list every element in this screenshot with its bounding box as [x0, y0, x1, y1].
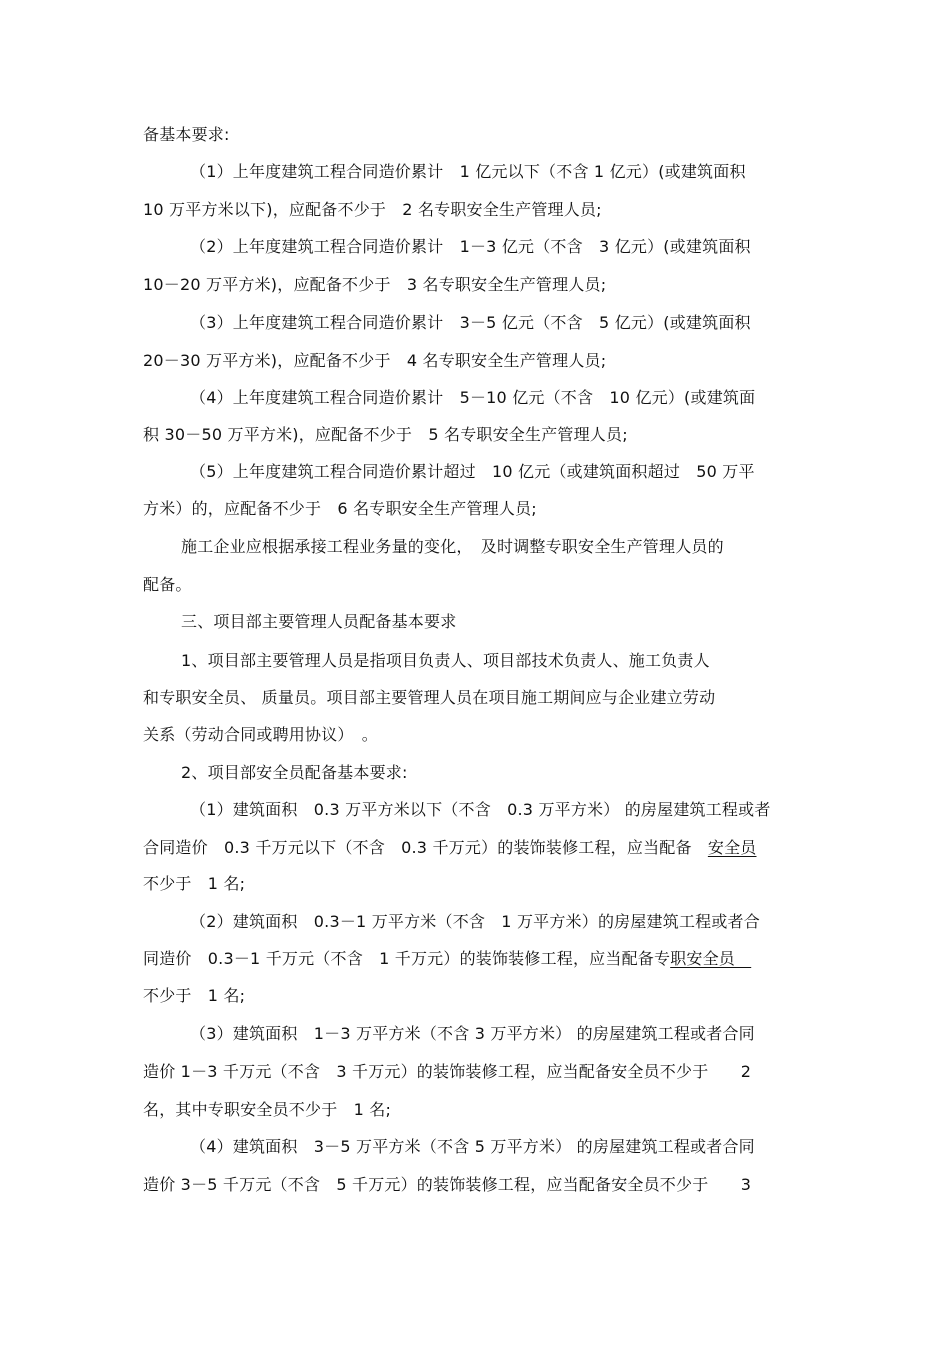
text-line: 不少于 1 名;	[143, 874, 246, 893]
section-heading: 三、项目部主要管理人员配备基本要求	[181, 612, 457, 631]
text-line: 造价 3－5 千万元（不含 5 千万元）的装饰装修工程，应当配备安全员不少于 3	[143, 1175, 752, 1194]
text-line: （2）建筑面积 0.3－1 万平方米（不含 1 万平方米）的房屋建筑工程或者合	[190, 912, 760, 931]
text-line: 不少于 1 名;	[143, 986, 246, 1005]
text-line: 积 30－50 万平方米)，应配备不少于 5 名专职安全生产管理人员;	[143, 425, 628, 444]
underlined-term: 安全员	[707, 838, 757, 857]
text-line	[143, 838, 756, 858]
text-line: （1）上年度建筑工程合同造价累计 1 亿元以下（不含 1 亿元）(或建筑面积	[190, 162, 746, 181]
text-line: 2、项目部安全员配备基本要求:	[181, 763, 408, 782]
text-line: 20－30 万平方米)，应配备不少于 4 名专职安全生产管理人员;	[143, 351, 607, 370]
text-line: 配备。	[143, 575, 192, 594]
underlined-term: 职安全员	[670, 949, 752, 968]
text-line: 10 万平方米以下)，应配备不少于 2 名专职安全生产管理人员;	[143, 200, 602, 219]
text-line: 施工企业应根据承接工程业务量的变化， 及时调整专职安全生产管理人员的	[181, 537, 724, 556]
text-line: （3）上年度建筑工程合同造价累计 3－5 亿元（不含 5 亿元）(或建筑面积	[190, 313, 751, 332]
text-line: （1）建筑面积 0.3 万平方米以下（不含 0.3 万平方米） 的房屋建筑工程或者	[190, 800, 771, 819]
text-line: 备基本要求:	[143, 125, 230, 144]
text-line: 造价 1－3 千万元（不含 3 千万元）的装饰装修工程，应当配备安全员不少于 2	[143, 1062, 752, 1081]
text-line: （4）建筑面积 3－5 万平方米（不含 5 万平方米） 的房屋建筑工程或者合同	[190, 1137, 755, 1156]
text-line: （4）上年度建筑工程合同造价累计 5－10 亿元（不含 10 亿元）(或建筑面	[190, 388, 756, 407]
text-line: （3）建筑面积 1－3 万平方米（不含 3 万平方米） 的房屋建筑工程或者合同	[190, 1024, 755, 1043]
text-line	[143, 949, 751, 969]
text-line: 和专职安全员、 质量员。项目部主要管理人员在项目施工期间应与企业建立劳动	[143, 688, 716, 707]
text-line: 方米）的，应配备不少于 6 名专职安全生产管理人员;	[143, 499, 537, 518]
text-line: 1、项目部主要管理人员是指项目负责人、项目部技术负责人、施工负责人	[181, 651, 710, 670]
text-line: 名，其中专职安全员不少于 1 名;	[143, 1100, 392, 1119]
text-segment: 合同造价 0.3 千万元以下（不含 0.3 千万元）的装饰装修工程，应当配备	[143, 838, 708, 857]
text-line: 关系（劳动合同或聘用协议） 。	[143, 725, 379, 744]
text-line: 10－20 万平方米)，应配备不少于 3 名专职安全生产管理人员;	[143, 275, 607, 294]
text-segment: 同造价 0.3－1 千万元（不含 1 千万元）的装饰装修工程，应当配备专	[143, 949, 671, 968]
text-line: （2）上年度建筑工程合同造价累计 1－3 亿元（不含 3 亿元）(或建筑面积	[190, 237, 751, 256]
text-line: （5）上年度建筑工程合同造价累计超过 10 亿元（或建筑面积超过 50 万平	[190, 462, 755, 481]
